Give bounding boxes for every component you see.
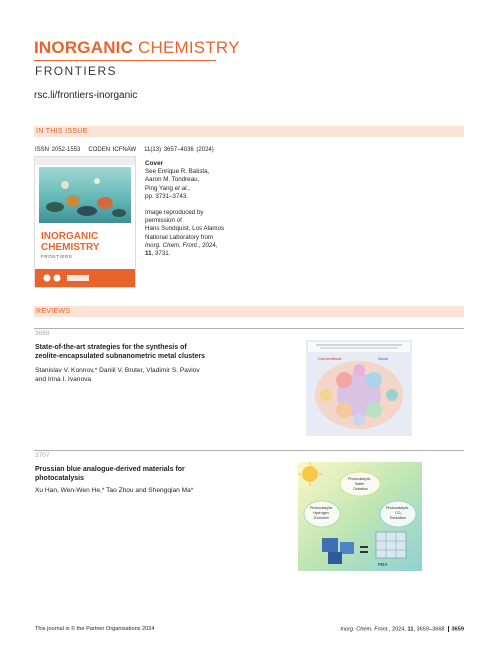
article-2-graphic-art bbox=[298, 462, 422, 571]
cover-see-line3-pre: Ping Yang bbox=[145, 184, 175, 192]
journal-subtitle: FRONTIERS bbox=[35, 64, 117, 78]
footer-volume: 11 bbox=[407, 626, 414, 633]
article-1-authors bbox=[35, 366, 285, 384]
article-2-title[interactable] bbox=[35, 465, 285, 483]
cover-title-line1: INORGANIC bbox=[41, 231, 99, 242]
reviews-bar bbox=[34, 306, 464, 317]
credit-line5-em: Inorg. Chem. Front. bbox=[145, 241, 199, 249]
footer-journal: Inorg. Chem. Front. bbox=[340, 626, 389, 633]
article-1-graphic-art bbox=[306, 340, 412, 436]
article-1-rule bbox=[34, 328, 464, 329]
cover-see-line3 bbox=[145, 185, 265, 193]
title-rule bbox=[34, 60, 216, 61]
in-this-issue-bar bbox=[34, 126, 464, 137]
volume-pages: 11(13) 3657–4036 (2024) bbox=[144, 147, 214, 153]
credit-line6-post: , 3731. bbox=[151, 250, 171, 258]
article-1-authors-line1: Stanislav V. Konnov,* Daniil V. Bruter, Vladimir S. Pavlov bbox=[35, 367, 200, 374]
coden: CODEN ICFNAW bbox=[88, 147, 137, 153]
cover-title-line2: CHEMISTRY bbox=[41, 242, 100, 253]
fig2-bottom-label: PBA bbox=[378, 562, 388, 567]
article-2-title-line1: Prussian blue analogue-derived materials for bbox=[35, 466, 185, 473]
fig1-center-label: Conventional bbox=[318, 356, 342, 361]
footer-divider bbox=[448, 626, 449, 632]
fig2-left-label2: Hydrogen bbox=[313, 511, 329, 515]
fig2-top-label2: Water bbox=[355, 482, 365, 486]
article-2-rule bbox=[34, 450, 464, 451]
cover-see-line1: See Enrique R. Batista, bbox=[145, 168, 210, 176]
article-1-page[interactable]: 3669 bbox=[35, 330, 50, 337]
fig1-right-label: Novel bbox=[378, 356, 389, 361]
credit-line6 bbox=[145, 250, 265, 258]
cover-see-line2: Aaron M. Tondreau, bbox=[145, 176, 200, 184]
footer-pages: , 3659–3668 bbox=[413, 626, 445, 633]
article-1-authors-line2: and Irina I. Ivanova bbox=[35, 376, 92, 383]
footer-year: , 2024, bbox=[388, 626, 408, 633]
fig2-left-label3: Evolution bbox=[314, 516, 329, 520]
credit-line5-post: , 2024, bbox=[198, 241, 218, 249]
journal-title-bold: INORGANIC bbox=[34, 38, 134, 57]
article-2-title-line2: photocatalysis bbox=[35, 475, 85, 482]
footer-citation bbox=[320, 626, 464, 632]
fig2-right-label3: Reduction bbox=[390, 516, 407, 520]
credit-line5 bbox=[145, 242, 265, 250]
fig2-left-label1: Photocatalytic bbox=[310, 506, 333, 510]
fig2-top-label1: Photocatalytic bbox=[348, 477, 371, 481]
cover-see-line4[interactable]: pp. 3731–3743. bbox=[145, 192, 189, 200]
fig2-right-label1: Photocatalytic bbox=[386, 506, 409, 510]
article-1-title[interactable] bbox=[35, 343, 285, 361]
fig2-top-label3: Oxidation bbox=[353, 487, 369, 491]
article-2-authors-line1: Xu Han, Wen-Wen He,* Tao Zhou and Shengqian Ma* bbox=[35, 487, 194, 494]
article-2-graphic[interactable] bbox=[298, 462, 422, 571]
footer-page-number: 3659 bbox=[451, 626, 464, 633]
in-this-issue-heading: IN THIS ISSUE bbox=[36, 128, 88, 135]
journal-title bbox=[34, 38, 240, 58]
issn: ISSN 2052-1553 bbox=[35, 147, 81, 153]
article-1-title-line1: State-of-the-art strategies for the synthesis of bbox=[35, 344, 187, 351]
credit-line1: Image reproduced by bbox=[145, 209, 204, 217]
cover-artwork bbox=[35, 157, 135, 287]
journal-title-light: CHEMISTRY bbox=[138, 38, 240, 57]
article-1-title-line2: zeolite-encapsulated subnanometric metal clusters bbox=[35, 353, 205, 360]
journal-url[interactable]: rsc.li/frontiers-inorganic bbox=[34, 90, 138, 101]
cover-caption bbox=[145, 160, 265, 258]
footer-copyright: This journal is © the Partner Organisations 2024 bbox=[35, 626, 155, 632]
article-2-page[interactable]: 3707 bbox=[35, 452, 50, 459]
cover-image[interactable] bbox=[34, 156, 136, 288]
issn-line bbox=[35, 147, 214, 153]
reviews-heading: REVIEWS bbox=[36, 308, 71, 315]
credit-line2: permission of bbox=[145, 217, 182, 225]
article-1-graphic[interactable] bbox=[306, 340, 412, 436]
cover-see-line3-em: et al. bbox=[174, 184, 189, 192]
credit-line3: Hans Sundquist, Los Alamos bbox=[145, 225, 225, 233]
credit-line6-bold: 11 bbox=[145, 250, 152, 258]
cover-label: Cover bbox=[145, 160, 164, 167]
cover-title-line3: FRONTIERS bbox=[41, 254, 73, 259]
article-2-authors bbox=[35, 486, 285, 495]
cover-see-line3-post: , bbox=[188, 184, 190, 192]
fig2-right-label2: CO₂ bbox=[395, 511, 402, 515]
credit-line4: National Laboratory from bbox=[145, 233, 214, 241]
